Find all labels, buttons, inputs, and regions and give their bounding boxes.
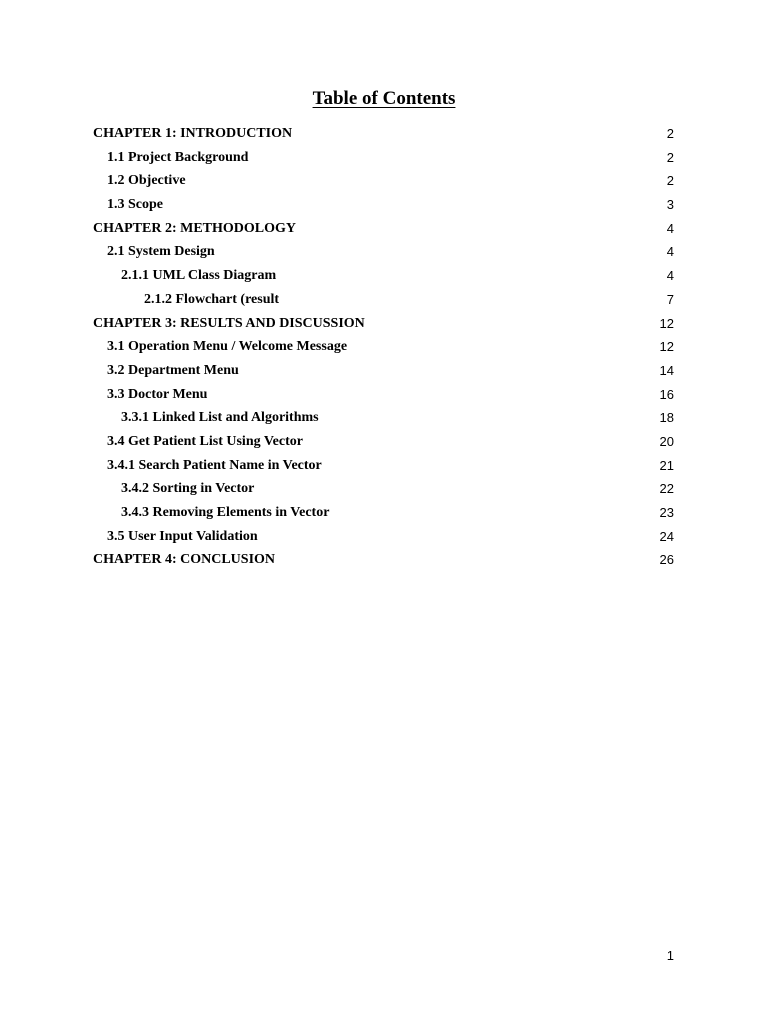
toc-entry-label: 3.2 Department Menu bbox=[107, 362, 239, 378]
toc-entry-label: 2.1.2 Flowchart (result bbox=[144, 291, 280, 307]
toc-entry-label: CHAPTER 4: CONCLUSION bbox=[93, 552, 276, 568]
toc-entry[interactable] bbox=[0, 525, 768, 549]
toc-entry[interactable] bbox=[0, 430, 768, 454]
toc-entry-label: 2.1 System Design bbox=[107, 244, 215, 260]
toc-entry[interactable] bbox=[0, 501, 768, 525]
toc-entry-page: 16 bbox=[659, 386, 674, 402]
toc-entry-label: CHAPTER 3: RESULTS AND DISCUSSION bbox=[93, 315, 365, 331]
toc-entry-page: 4 bbox=[666, 220, 674, 236]
toc-entry[interactable] bbox=[0, 122, 768, 146]
toc-entry-label: 1.2 Objective bbox=[107, 173, 186, 189]
toc-entry-label: CHAPTER 1: INTRODUCTION bbox=[93, 126, 293, 141]
toc-entry[interactable] bbox=[0, 383, 768, 407]
toc-entry-page: 23 bbox=[659, 505, 674, 520]
toc-entry-page: 2 bbox=[666, 149, 674, 165]
toc-entry[interactable] bbox=[0, 217, 768, 241]
toc-entry-page: 4 bbox=[666, 244, 674, 260]
toc-entry[interactable] bbox=[0, 548, 768, 572]
toc-entry-label: 3.4.2 Sorting in Vector bbox=[121, 481, 255, 497]
table-of-contents bbox=[0, 122, 768, 572]
toc-entry[interactable] bbox=[0, 406, 768, 430]
footer-page-number: 1 bbox=[666, 948, 674, 963]
toc-entry[interactable] bbox=[0, 335, 768, 359]
toc-entry-label: 3.1 Operation Menu / Welcome Message bbox=[107, 339, 348, 355]
toc-entry-page: 14 bbox=[659, 362, 674, 378]
toc-entry-page: 2 bbox=[666, 126, 674, 141]
toc-entry[interactable] bbox=[0, 477, 768, 501]
toc-entry-label: 3.3.1 Linked List and Algorithms bbox=[121, 410, 319, 426]
toc-entry-page: 24 bbox=[659, 528, 674, 544]
toc-entry-page: 2 bbox=[666, 173, 674, 189]
toc-entry-page: 12 bbox=[659, 339, 674, 355]
toc-entry-label: 3.5 User Input Validation bbox=[107, 528, 258, 544]
toc-entry-label: 3.4.3 Removing Elements in Vector bbox=[121, 505, 330, 520]
toc-entry[interactable] bbox=[0, 264, 768, 288]
toc-entry[interactable] bbox=[0, 288, 768, 312]
toc-entry-label: 3.4.1 Search Patient Name in Vector bbox=[107, 457, 322, 473]
toc-entry[interactable] bbox=[0, 146, 768, 170]
toc-entry-page: 26 bbox=[659, 552, 674, 568]
toc-entry-label: 2.1.1 UML Class Diagram bbox=[121, 268, 277, 284]
toc-entry-label: CHAPTER 2: METHODOLOGY bbox=[93, 220, 297, 236]
toc-entry-page: 18 bbox=[659, 410, 674, 426]
toc-entry-page: 7 bbox=[666, 291, 674, 307]
page-title: Table of Contents bbox=[312, 88, 456, 109]
toc-entry[interactable] bbox=[0, 169, 768, 193]
toc-entry-label: 1.3 Scope bbox=[107, 197, 163, 213]
toc-entry[interactable] bbox=[0, 359, 768, 383]
toc-entry-page: 21 bbox=[659, 457, 674, 473]
toc-entry[interactable] bbox=[0, 240, 768, 264]
toc-entry-page: 20 bbox=[659, 433, 674, 449]
toc-entry-label: 3.3 Doctor Menu bbox=[107, 386, 208, 402]
toc-entry-page: 4 bbox=[666, 268, 674, 284]
toc-entry-page: 12 bbox=[659, 315, 674, 331]
toc-entry-page: 22 bbox=[659, 481, 674, 497]
toc-entry[interactable] bbox=[0, 312, 768, 336]
toc-entry-page: 3 bbox=[666, 197, 674, 213]
toc-entry-label: 3.4 Get Patient List Using Vector bbox=[107, 433, 303, 449]
toc-entry[interactable] bbox=[0, 454, 768, 478]
toc-entry[interactable] bbox=[0, 193, 768, 217]
toc-entry-label: 1.1 Project Background bbox=[107, 149, 249, 165]
